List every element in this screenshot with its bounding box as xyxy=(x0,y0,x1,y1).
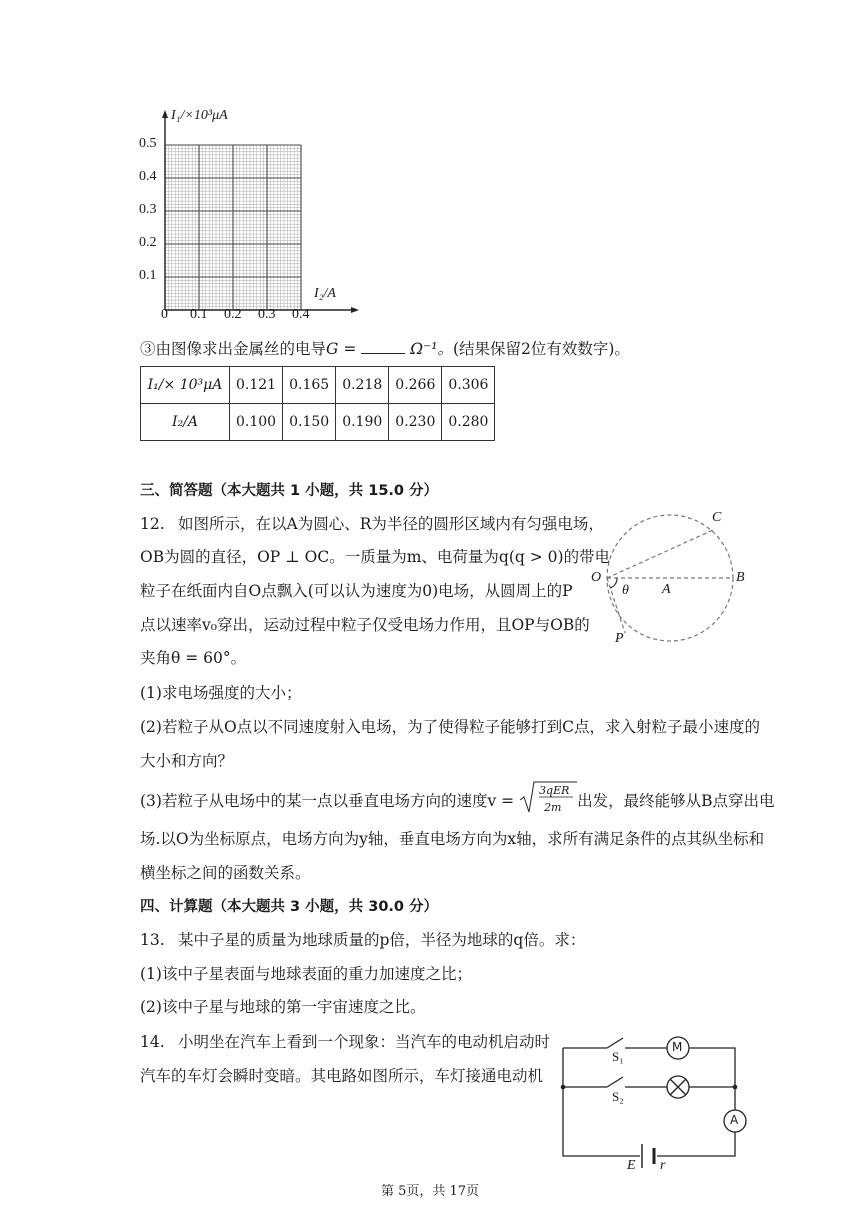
q13-line-1 xyxy=(140,930,585,950)
question-number: 14. xyxy=(140,1033,165,1051)
label-r: r xyxy=(660,1158,666,1173)
label-O: O xyxy=(591,570,602,585)
q12-part-3-post: 出发，最终能够从B点穿出电 xyxy=(577,792,775,810)
section-4-title: 四、计算题（本大题共 3 小题，共 30.0 分） xyxy=(140,899,439,915)
q12-line-5: 夹角θ = 60°。 xyxy=(140,649,247,667)
x-axis-label: I₂/A xyxy=(314,286,336,301)
q12-part-2b: 大小和方向？ xyxy=(140,752,234,770)
q12-part-2a: (2)若粒子从O点以不同速度射入电场，为了使得粒子能够打到C点，求入射粒子最小速度的 xyxy=(140,718,761,736)
sqrt-expression xyxy=(519,784,577,814)
q11-formula: G = xyxy=(326,340,362,358)
label-ammeter: A xyxy=(730,1113,739,1127)
label-P: P xyxy=(615,631,624,646)
question-number: 12. xyxy=(140,515,165,533)
table-cell: 0.165 xyxy=(283,367,336,404)
page-footer: 第 5页，共 17页 xyxy=(380,1184,480,1199)
y-tick-label: 0.1 xyxy=(139,268,157,283)
q12-part-1: (1)求电场强度的大小； xyxy=(140,684,302,702)
label-C: C xyxy=(712,510,722,525)
table-row xyxy=(141,367,495,404)
q11-unit: Ω⁻¹。 xyxy=(410,340,453,358)
table-cell: 0.306 xyxy=(442,367,495,404)
q12-part-3c: 横坐标之间的函数关系。 xyxy=(140,864,311,882)
table-cell: 0.230 xyxy=(389,404,442,441)
q13-text: 某中子星的质量为地球质量的p倍，半径为地球的q倍。求： xyxy=(178,931,586,949)
q14-line-1 xyxy=(140,1032,550,1052)
section-3-title: 三、简答题（本大题共 1 小题，共 15.0 分） xyxy=(140,483,439,499)
y-axis-label: I₁/×10³μA xyxy=(171,108,228,123)
answer-blank[interactable] xyxy=(361,339,405,354)
label-B: B xyxy=(736,570,745,585)
q12-part-3a xyxy=(140,784,775,814)
q12-line-4: 点以速率v₀穿出，运动过程中粒子仅受电场力作用，且OP与OB的 xyxy=(140,616,590,634)
label-E: E xyxy=(627,1158,636,1173)
right-wire-bottom xyxy=(657,1132,735,1156)
x-tick-label: 0.4 xyxy=(292,307,310,322)
q13-part-2: (2)该中子星与地球的第一宇宙速度之比。 xyxy=(140,998,426,1016)
top-wire-right xyxy=(689,1048,735,1087)
q12-line-2: OB为圆的直径，OP ⊥ OC。一质量为m、电荷量为q(q > 0)的带电 xyxy=(140,548,611,566)
q12-text: 如图所示，在以A为圆心、R为半径的圆形区域内有匀强电场， xyxy=(178,515,604,533)
q12-part-3-pre: (3)若粒子从电场中的某一点以垂直电场方向的速度v = xyxy=(140,792,520,810)
circled-number: ③ xyxy=(140,340,156,358)
y-tick-label: 0.5 xyxy=(139,136,157,151)
fraction-numerator: 3qER xyxy=(539,784,570,797)
mid-wire-right xyxy=(689,1087,735,1110)
label-S2: S₂ xyxy=(612,1089,624,1104)
x-tick-label: 0.2 xyxy=(224,307,242,322)
q14-text: 小明坐在汽车上看到一个现象：当汽车的电动机启动时 xyxy=(178,1033,551,1051)
q11-conductance-line xyxy=(140,339,630,359)
circuit-diagram xyxy=(555,1030,755,1175)
question-number: 13. xyxy=(140,931,165,949)
chord-OC xyxy=(607,530,713,578)
x-tick-label: 0.1 xyxy=(190,307,208,322)
data-table xyxy=(140,366,495,441)
table-cell: 0.121 xyxy=(230,367,283,404)
table-cell: 0.100 xyxy=(230,404,283,441)
label-M: M xyxy=(672,1040,683,1054)
table-cell: 0.190 xyxy=(336,404,389,441)
q11-text-a: 由图像求出金属丝的电导 xyxy=(155,340,327,358)
q11-text-b: (结果保留2位有效数字)。 xyxy=(452,340,630,358)
y-axis-arrow xyxy=(162,110,168,118)
circle-field-figure xyxy=(585,505,760,655)
q12-part-3b: 场.以O为坐标原点，电场方向为y轴，垂直电场方向为x轴，求所有满足条件的点其纵坐标和 xyxy=(140,830,765,848)
switch-S1-blade xyxy=(607,1038,623,1048)
table-cell: 0.150 xyxy=(283,404,336,441)
label-theta: θ xyxy=(622,583,629,598)
table-row-label: I₂/A xyxy=(141,404,230,441)
q12-line-1 xyxy=(140,514,604,534)
y-tick-label: 0.3 xyxy=(139,202,157,217)
x-tick-label: 0 xyxy=(161,307,168,322)
table-row-label: I₁/× 10³μA xyxy=(141,367,230,404)
table-cell: 0.280 xyxy=(442,404,495,441)
y-tick-label: 0.4 xyxy=(139,169,157,184)
q13-part-1: (1)该中子星表面与地球表面的重力加速度之比； xyxy=(140,965,472,983)
x-tick-label: 0.3 xyxy=(258,307,276,322)
y-tick-label: 0.2 xyxy=(139,235,157,250)
left-wire xyxy=(563,1048,640,1156)
angle-arc xyxy=(610,578,617,588)
q14-line-2: 汽车的车灯会瞬时变暗。其电路如图所示，车灯接通电动机 xyxy=(140,1067,544,1085)
switch-S2-blade xyxy=(607,1077,623,1087)
table-row xyxy=(141,404,495,441)
table-cell: 0.266 xyxy=(389,367,442,404)
table-cell: 0.218 xyxy=(336,367,389,404)
fraction-denominator: 2m xyxy=(544,801,562,814)
label-S1: S₁ xyxy=(612,1049,624,1064)
x-axis-arrow xyxy=(351,307,359,313)
label-A: A xyxy=(662,582,671,597)
q12-line-3: 粒子在纸面内自O点飘入(可以认为速度为0)电场，从圆周上的P xyxy=(140,582,573,600)
